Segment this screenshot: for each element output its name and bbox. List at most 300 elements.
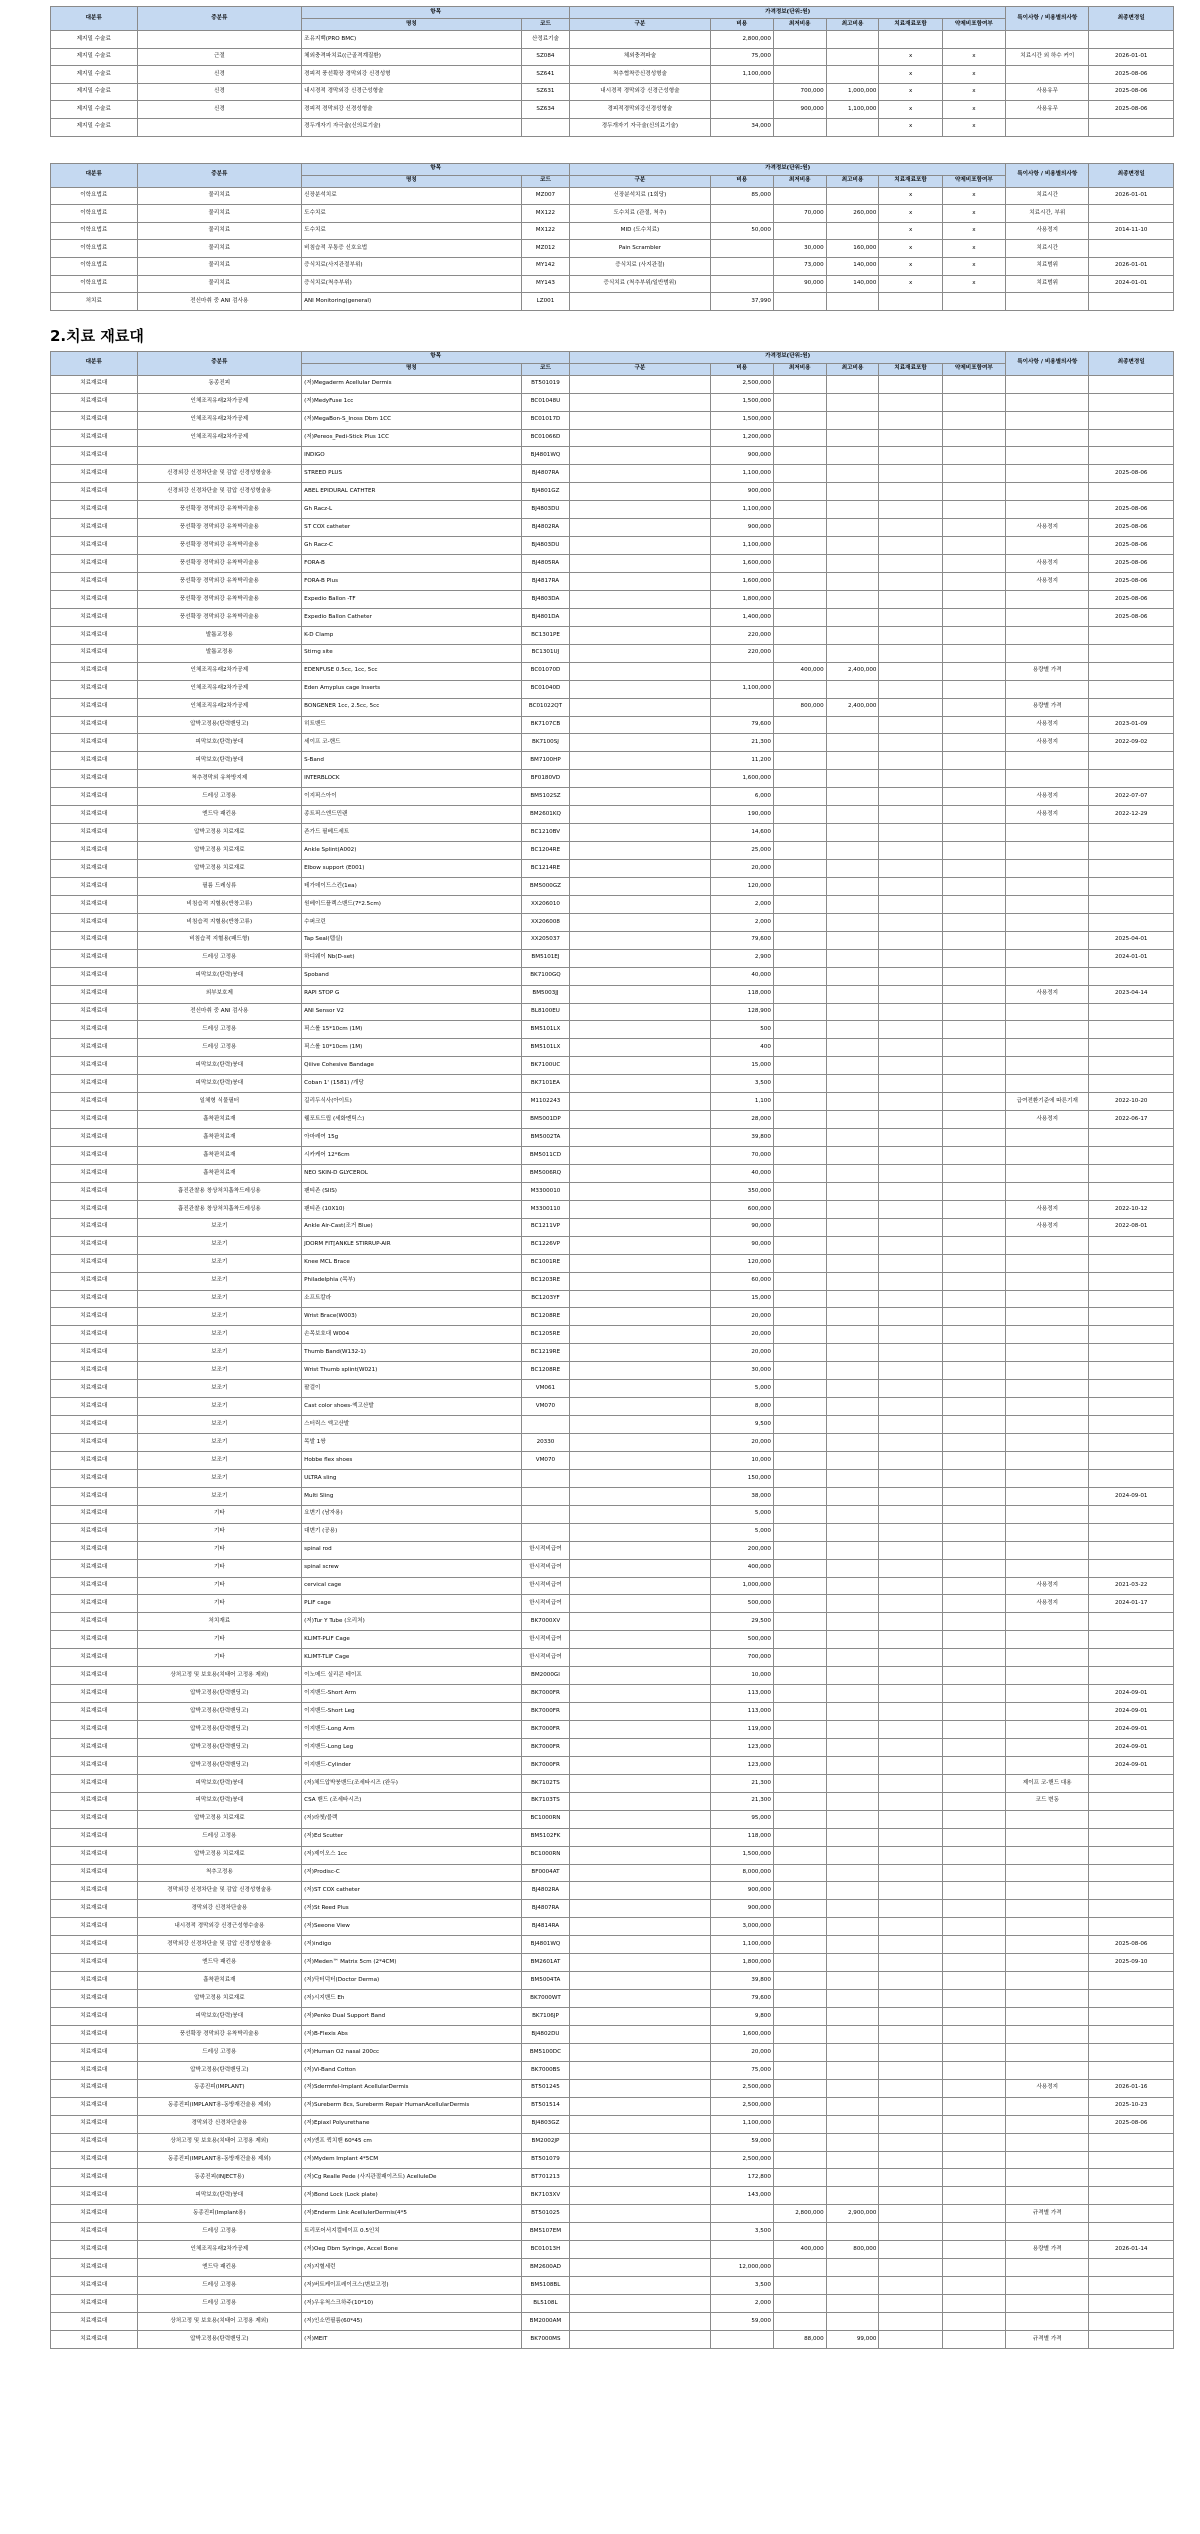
table-row [51,716,1174,734]
cell-subcategory: 물리치료 [137,257,302,275]
cell-subcategory: 처치재료 [137,1613,302,1631]
cell-subcategory: 드레싱 고정용 [137,788,302,806]
cell-item-code: M3300010 [521,1182,570,1200]
cell-item-code: XX205037 [521,931,570,949]
cell-item-name: (저)제이오스 1cc [302,1846,522,1864]
cell-min-price [773,1075,826,1093]
cell-separate [942,2295,1005,2313]
cell-separate: x [942,240,1005,258]
cell-item-name: 이지밴드-Long Arm [302,1721,522,1739]
cell-price: 1,600,000 [710,555,773,573]
cell-category: 치료재료대 [51,1523,138,1541]
cell-separate [942,429,1005,447]
table-row [51,770,1174,788]
cell-price: 30,000 [710,1362,773,1380]
cell-separate [942,1021,1005,1039]
cell-insured: x [879,66,942,84]
cell-subcategory: 일체형 식물필터 [137,1093,302,1111]
cell-category: 치료재료대 [51,1756,138,1774]
cell-category: 치료재료대 [51,967,138,985]
cell-category: 이학요법료 [51,257,138,275]
cell-price [710,698,773,716]
cell-price [710,101,773,119]
cell-note [1006,608,1089,626]
cell-separate [942,590,1005,608]
cell-note [1006,1236,1089,1254]
cell-category: 치료재료대 [51,949,138,967]
cell-item-code: BJ4801DA [521,608,570,626]
cell-insured [879,2061,942,2079]
header-separate: 약제비포함여부 [942,175,1005,187]
cell-separate [942,2312,1005,2330]
cell-separate [942,1703,1005,1721]
table-row [51,187,1174,205]
cell-subcategory: 드레싱 고정용 [137,1039,302,1057]
cell-min-price [773,985,826,1003]
cell-price: 15,000 [710,1290,773,1308]
cell-item-code: BK7000XV [521,1613,570,1631]
cell-max-price [826,1147,879,1165]
cell-min-price [773,2169,826,2187]
cell-min-price [773,877,826,895]
cell-price: 39,800 [710,1972,773,1990]
cell-max-price [826,519,879,537]
cell-last-change [1089,2151,1174,2169]
cell-insured: x [879,222,942,240]
cell-insured [879,626,942,644]
table-row [51,1218,1174,1236]
cell-note [1006,931,1089,949]
cell-min-price [773,1810,826,1828]
cell-category: 치료재료대 [51,2241,138,2259]
cell-category: 제지밀 수술료 [51,31,138,49]
cell-min-price [773,1129,826,1147]
cell-item-code: BC01017D [521,411,570,429]
cell-price: 200,000 [710,1541,773,1559]
cell-subcategory: 흡착판치료재 [137,1972,302,1990]
cell-subcategory: 피막보호(탄력)붕대 [137,2008,302,2026]
cell-item-name: FORA-B [302,555,522,573]
cell-price: 8,000 [710,1398,773,1416]
cell-note [1006,2097,1089,2115]
cell-min-price [773,2223,826,2241]
table-row [51,1111,1174,1129]
cell-subcategory [137,31,302,49]
cell-note [1006,680,1089,698]
cell-insured [879,1631,942,1649]
cell-note [1006,1810,1089,1828]
cell-insured [879,2241,942,2259]
cell-category: 치료재료대 [51,1093,138,1111]
table-row [51,2115,1174,2133]
cell-insured [879,1308,942,1326]
header-item-name: 명칭 [302,19,522,31]
cell-category: 치료재료대 [51,1667,138,1685]
cell-price-kind [570,1416,710,1434]
cell-subcategory: 기타 [137,1505,302,1523]
cell-price: 12,000,000 [710,2259,773,2277]
cell-category: 치료재료대 [51,2259,138,2277]
cell-min-price: 88,000 [773,2330,826,2348]
cell-category: 치료재료대 [51,2295,138,2313]
cell-category: 치료재료대 [51,608,138,626]
table-row [51,1272,1174,1290]
cell-price: 90,000 [710,1236,773,1254]
cell-note [1006,483,1089,501]
cell-insured [879,824,942,842]
cell-price-kind [570,1936,710,1954]
cell-price: 1,500,000 [710,1846,773,1864]
cell-subcategory: 동종진피 [137,375,302,393]
cell-separate [942,2205,1005,2223]
cell-item-name: ST COX catheter [302,519,522,537]
cell-subcategory: 압박고정용 치료재료 [137,860,302,878]
cell-price [710,205,773,223]
cell-min-price: 90,000 [773,275,826,293]
cell-item-name: INTERBLOCK [302,770,522,788]
cell-item-code: M1102243 [521,1093,570,1111]
cell-last-change [1089,1451,1174,1469]
table-row [51,949,1174,967]
cell-separate [942,1326,1005,1344]
cell-subcategory: 압박고정용(탄력밴딩고) [137,1703,302,1721]
cell-price [710,2241,773,2259]
cell-last-change [1089,1631,1174,1649]
cell-item-code: BK7100UC [521,1057,570,1075]
cell-separate: x [942,222,1005,240]
cell-separate [942,985,1005,1003]
cell-category: 치료재료대 [51,1792,138,1810]
cell-separate [942,806,1005,824]
header-price: 비용 [710,19,773,31]
cell-price-kind [570,752,710,770]
cell-separate [942,877,1005,895]
table-row [51,573,1174,591]
cell-price: 2,000 [710,913,773,931]
cell-max-price [826,967,879,985]
cell-separate [942,2043,1005,2061]
cell-price: 1,800,000 [710,590,773,608]
cell-item-code: BC01022QT [521,698,570,716]
cell-price: 2,500,000 [710,2151,773,2169]
cell-price-kind [570,2295,710,2313]
cell-price: 20,000 [710,1344,773,1362]
cell-note: 사용정지 [1006,716,1089,734]
cell-item-name: (저)MEIT [302,2330,522,2348]
cell-item-code: BJ4814RA [521,1918,570,1936]
cell-min-price [773,1093,826,1111]
table-row [51,1057,1174,1075]
cell-price: 1,100,000 [710,501,773,519]
cell-price-kind [570,1810,710,1828]
cell-item-code: 20330 [521,1434,570,1452]
cell-last-change [1089,2259,1174,2277]
cell-insured [879,429,942,447]
cell-insured [879,1703,942,1721]
cell-max-price [826,860,879,878]
header-price-info: 가격정보(단위:원) [570,351,1006,363]
table-row [51,83,1174,101]
cell-last-change [1089,644,1174,662]
cell-insured [879,2008,942,2026]
cell-min-price [773,842,826,860]
table-row [51,824,1174,842]
cell-price-kind [570,1254,710,1272]
table-row [51,240,1174,258]
cell-note [1006,860,1089,878]
cell-price [710,2330,773,2348]
cell-subcategory: 드레싱 고정용 [137,1021,302,1039]
cell-item-code: BC1000RN [521,1846,570,1864]
cell-min-price [773,608,826,626]
cell-item-code: BM7100HP [521,752,570,770]
cell-max-price [826,1129,879,1147]
cell-category: 치료재료대 [51,698,138,716]
section-title: 2.치료 재료대 [50,326,144,345]
cell-insured: x [879,275,942,293]
table-row [51,1039,1174,1057]
cell-item-name: (저)Prodisc-C [302,1864,522,1882]
cell-item-code: BK7106JP [521,2008,570,2026]
cell-insured [879,2277,942,2295]
cell-item-name: Ankle Splint(A002) [302,842,522,860]
table-row [51,2008,1174,2026]
cell-note [1006,644,1089,662]
cell-note [1006,913,1089,931]
header-price-info: 가격정보(단위:원) [570,163,1006,175]
cell-insured [879,680,942,698]
cell-last-change [1089,1559,1174,1577]
cell-category: 치료재료대 [51,2151,138,2169]
cell-category: 치료재료대 [51,2223,138,2241]
cell-insured [879,1828,942,1846]
cell-item-code: BC1219RE [521,1344,570,1362]
cell-item-code: BK7000BS [521,2061,570,2079]
cell-last-change [1089,913,1174,931]
cell-price: 85,000 [710,187,773,205]
cell-min-price [773,1954,826,1972]
cell-item-name: ABEL EPIDURAL CATHTER [302,483,522,501]
cell-separate [942,608,1005,626]
cell-note: 사용정지 [1006,2079,1089,2097]
cell-item-code: BC1208RE [521,1308,570,1326]
cell-category: 치료재료대 [51,2061,138,2079]
cell-separate [942,1075,1005,1093]
cell-note [1006,824,1089,842]
cell-max-price [826,2097,879,2115]
cell-price-kind: 증식치료 (사지관절) [570,257,710,275]
cell-min-price [773,2025,826,2043]
cell-separate [942,1398,1005,1416]
cell-separate: x [942,48,1005,66]
cell-separate [942,1649,1005,1667]
cell-separate [942,1111,1005,1129]
cell-price: 118,000 [710,985,773,1003]
cell-price: 2,500,000 [710,2097,773,2115]
cell-separate [942,824,1005,842]
cell-min-price [773,465,826,483]
cell-item-code: BM2601KQ [521,806,570,824]
cell-subcategory: 압박고정용 치료재료 [137,824,302,842]
cell-max-price [826,590,879,608]
cell-last-change [1089,1021,1174,1039]
cell-separate [942,1451,1005,1469]
cell-price: 6,000 [710,788,773,806]
cell-last-change [1089,1362,1174,1380]
header-item-code: 코드 [521,175,570,187]
cell-note: 사용정지 [1006,788,1089,806]
cell-note [1006,2043,1089,2061]
cell-item-code: BT701213 [521,2169,570,2187]
table-body [51,375,1174,2348]
cell-item-name: S-Band [302,752,522,770]
cell-min-price [773,187,826,205]
cell-item-name: Cast color shoes-엑고산발 [302,1398,522,1416]
cell-category: 이학요법료 [51,240,138,258]
cell-category: 치료재료대 [51,788,138,806]
cell-item-code: BC1001RE [521,1254,570,1272]
cell-item-name: Expedio Ballon Catheter [302,608,522,626]
cell-item-name: INDIGO [302,447,522,465]
cell-min-price [773,967,826,985]
cell-separate [942,2187,1005,2205]
cell-separate [942,1738,1005,1756]
cell-price: 350,000 [710,1182,773,1200]
cell-price-kind [570,429,710,447]
cell-item-name: Qiiive Cohesive Bandage [302,1057,522,1075]
cell-category: 치료재료대 [51,1075,138,1093]
cell-separate [942,698,1005,716]
cell-price: 3,500 [710,2277,773,2295]
cell-item-code: BM5004TA [521,1972,570,1990]
cell-max-price: 99,000 [826,2330,879,2348]
cell-min-price [773,1308,826,1326]
cell-min-price [773,626,826,644]
cell-last-change [1089,1344,1174,1362]
cell-item-code: BM5107EM [521,2223,570,2241]
table-row [51,1362,1174,1380]
cell-item-name: Eden Amyplus cage Inserts [302,680,522,698]
cell-item-name: 요변기 (남자용) [302,1505,522,1523]
cell-last-change [1089,31,1174,49]
table-row [51,31,1174,49]
cell-insured [879,644,942,662]
cell-insured [879,1039,942,1057]
cell-last-change: 2025-08-06 [1089,555,1174,573]
cell-separate [942,1182,1005,1200]
cell-min-price [773,590,826,608]
cell-min-price [773,555,826,573]
cell-note: 치료시간, 부위 [1006,205,1089,223]
cell-min-price [773,1487,826,1505]
cell-subcategory: 경막외강 신경차단술 및 감압 신경성형술용 [137,1936,302,1954]
cell-price-kind [570,1685,710,1703]
cell-max-price [826,118,879,136]
cell-item-name: 원베이드플렉스밴드(7*2.5cm) [302,895,522,913]
cell-note [1006,1721,1089,1739]
cell-separate [942,1362,1005,1380]
cell-item-code: BC1226VP [521,1236,570,1254]
cell-item-name: 경두개자기 자극술(신의료기술) [302,118,522,136]
cell-subcategory: 물리치료 [137,275,302,293]
cell-item-code: BK7000FR [521,1738,570,1756]
cell-item-code: M3300110 [521,1200,570,1218]
cell-subcategory: 보조기 [137,1308,302,1326]
cell-item-code: MZ012 [521,240,570,258]
cell-max-price [826,501,879,519]
cell-subcategory: 풍선확장 경막외강 유착박리술용 [137,590,302,608]
cell-category: 치료재료대 [51,1057,138,1075]
cell-last-change [1089,1882,1174,1900]
cell-max-price [826,1523,879,1541]
cell-last-change [1089,1236,1174,1254]
cell-max-price [826,1846,879,1864]
cell-price-kind [570,1057,710,1075]
cell-category: 치료재료대 [51,1703,138,1721]
cell-item-name: (저)Pereos_Pedi-Stick Plus 1CC [302,429,522,447]
cell-max-price [826,1434,879,1452]
cell-item-name: KLIMT-PLIF Cage [302,1631,522,1649]
cell-note: 규격별 가격 [1006,2205,1089,2223]
cell-price-kind [570,985,710,1003]
cell-category: 치료재료대 [51,447,138,465]
cell-last-change [1089,1272,1174,1290]
cell-item-code: BC1203YF [521,1290,570,1308]
cell-last-change [1089,1972,1174,1990]
header-item: 항목 [302,163,570,175]
cell-insured [879,465,942,483]
cell-max-price [826,1756,879,1774]
cell-item-name: (저)Megaderm AcelluIar Dermis [302,375,522,393]
header-item-name: 명칭 [302,175,522,187]
cell-max-price [826,608,879,626]
cell-last-change: 2023-01-09 [1089,716,1174,734]
cell-max-price [826,2223,879,2241]
cell-separate [942,537,1005,555]
cell-subcategory: 기타 [137,1559,302,1577]
cell-price: 20,000 [710,1308,773,1326]
cell-last-change [1089,1613,1174,1631]
table-row [51,2097,1174,2115]
cell-category: 치료재료대 [51,1434,138,1452]
cell-min-price [773,1057,826,1075]
cell-insured [879,1326,942,1344]
cell-note [1006,967,1089,985]
cell-insured [879,698,942,716]
cell-insured [879,788,942,806]
cell-category: 치료재료대 [51,1380,138,1398]
cell-price: 3,000,000 [710,1918,773,1936]
cell-last-change [1089,1326,1174,1344]
cell-min-price [773,1021,826,1039]
cell-price: 1,100,000 [710,66,773,84]
cell-min-price [773,1236,826,1254]
cell-subcategory: 압박고정용(탄력밴딩고) [137,2330,302,2348]
cell-max-price [826,1290,879,1308]
cell-category: 치료재료대 [51,2008,138,2026]
cell-price-kind [570,1093,710,1111]
cell-separate [942,2008,1005,2026]
cell-category: 치료재료대 [51,1864,138,1882]
cell-last-change: 2025-08-06 [1089,537,1174,555]
cell-category: 치료재료대 [51,1738,138,1756]
cell-note [1006,2008,1089,2026]
cell-item-code [521,1487,570,1505]
cell-note: 사용정지 [1006,1595,1089,1613]
cell-category: 치료재료대 [51,2079,138,2097]
cell-subcategory: 풍선확장 경막외강 유착박리술용 [137,2025,302,2043]
cell-separate [942,2277,1005,2295]
